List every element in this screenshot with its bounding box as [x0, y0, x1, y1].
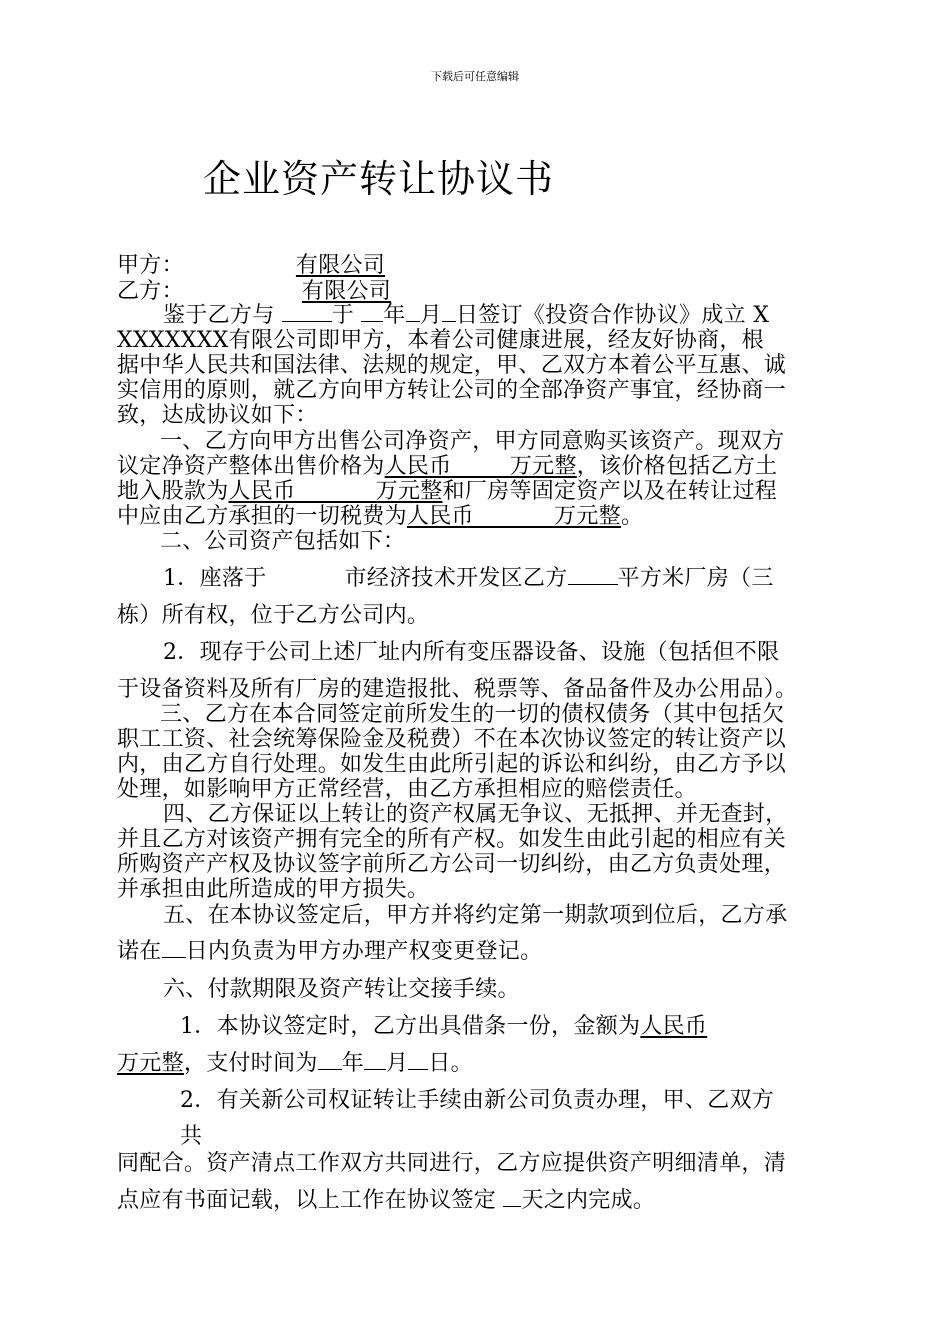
section-3-line-1: 三、乙方在本合同签定前所发生的一切的债权债务（其中包括欠 [160, 702, 785, 727]
section-6-item-1-cont: 万元整，支付时间为 年 月 日。 [117, 1051, 473, 1076]
section-6-heading: 六、付款期限及资产转让交接手续。 [163, 977, 520, 1002]
section-4-line-1: 四、乙方保证以上转让的资产权属无争议、无抵押、并无查封， [163, 802, 788, 827]
preamble-line-4: 实信用的原则，就乙方向甲方转让公司的全部净资产事宜，经协商一 [117, 378, 787, 403]
page-header: 下载后可任意编辑 [431, 70, 519, 83]
preamble-line-3: 据中华人民共和国法律、法规的规定，甲、乙双方本着公平互惠、诚 [117, 353, 787, 378]
blank-days [162, 939, 186, 958]
section-5-line-1: 五、在本协议签定后，甲方并将约定第一期款项到位后，乙方承 [163, 903, 788, 928]
section-4-line-2: 并且乙方对该资产拥有完全的所有产权。如发生由此引起的相应有关 [117, 827, 787, 852]
tax-amount: 人民币 万元整 [406, 504, 621, 529]
document-title: 企业资产转让协议书 [203, 157, 555, 201]
section-6-item-2-wrap: 共 [180, 1124, 203, 1149]
blank-pay-year [318, 1051, 342, 1070]
section-1-line-2: 议定净资产整体出售价格为人民币 万元整，该价格包括乙方土 [117, 454, 778, 479]
section-3-line-2: 职工工资、社会统筹保险金及税费）不在本次协议签定的转让资产以 [117, 727, 787, 752]
party-b-company: 有限公司 [301, 279, 392, 304]
blank-complete-days [503, 1188, 521, 1207]
blank-month [406, 303, 420, 322]
section-3-line-3: 内，由乙方自行处理。如发生由此所引起的诉讼和纠纷，由乙方予以 [117, 752, 787, 777]
section-2-item-2-cont: 于设备资料及所有厂房的建造报批、税票等、备品备件及办公用品）。 [117, 677, 798, 702]
section-4-line-3: 所购资产产权及协议签字前所乙方公司一切纠纷，由乙方负责处理， [117, 852, 787, 877]
land-share-price: 人民币 万元整 [228, 479, 443, 504]
blank-day [442, 303, 456, 322]
section-2-item-1-cont: 栋）所有权，位于乙方公司内。 [117, 603, 430, 628]
section-1-line-3: 地入股款为人民币 万元整和厂房等固定资产以及在转让过程 [117, 479, 778, 504]
party-a-company: 有限公司 [295, 253, 386, 278]
blank-pay-day [408, 1051, 428, 1070]
blank-pay-month [364, 1051, 386, 1070]
section-1-line-1: 一、乙方向甲方出售公司净资产，甲方同意购买该资产。现双方 [160, 429, 785, 454]
section-4-line-4: 并承担由此所造成的甲方损失。 [117, 877, 430, 902]
preamble-line-1: 鉴于乙方与 于 年 月 日签订《投资合作协议》成立 X [163, 303, 770, 328]
sale-price: 人民币 万元整 [384, 454, 577, 479]
section-6-item-2: 2．有关新公司权证转让手续由新公司负责办理，甲、乙双方 [180, 1088, 775, 1113]
party-b-label: 乙方： [117, 279, 184, 304]
section-6-item-2-line-2: 同配合。资产清点工作双方共同进行，乙方应提供资产明细清单，清 [117, 1151, 787, 1176]
blank-area [568, 566, 618, 585]
section-2-item-1: 1．座落于 市经济技术开发区乙方 平方米厂房（三 [163, 566, 774, 591]
loan-amount: 人民币 [640, 1014, 708, 1039]
preamble-line-2: XXXXXXX有限公司即甲方，本着公司健康进展，经友好协商，根 [117, 328, 764, 353]
section-2-item-2: 2．现存于公司上述厂址内所有变压器设备、设施（包括但不限 [163, 640, 780, 665]
section-6-item-2-line-3: 点应有书面记载，以上工作在协议签定 天之内完成。 [117, 1188, 656, 1213]
section-6-item-1: 1．本协议签定时，乙方出具借条一份，金额为人民币 [180, 1014, 708, 1039]
loan-amount-unit: 万元整 [117, 1051, 184, 1076]
blank-party [282, 303, 332, 322]
section-1-line-4: 中应由乙方承担的一切税费为人民币 万元整。 [117, 504, 644, 529]
section-2-heading: 二、公司资产包括如下： [160, 529, 406, 554]
party-a-label: 甲方： [117, 253, 184, 278]
section-3-line-4: 处理，如影响甲方正常经营，由乙方承担相应的赔偿责任。 [117, 777, 697, 802]
blank-year [361, 303, 383, 322]
preamble-line-5: 致，达成协议如下： [117, 403, 318, 428]
section-5-line-2: 诺在 日内负责为甲方办理产权变更登记。 [117, 939, 543, 964]
